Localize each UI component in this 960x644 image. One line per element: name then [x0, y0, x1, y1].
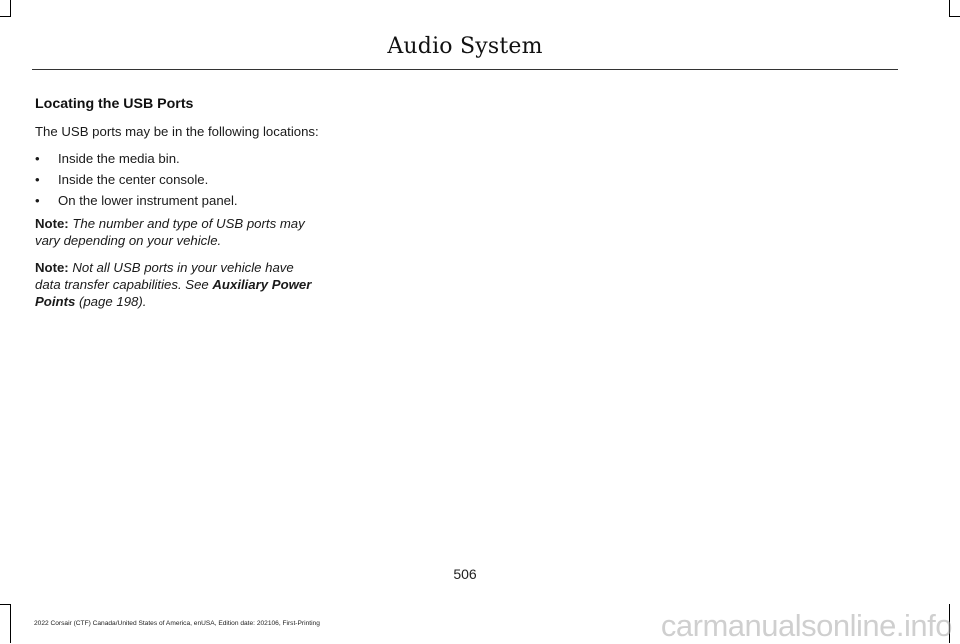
note-page-reference: (page 198). [75, 294, 147, 309]
list-item [35, 192, 320, 209]
intro-paragraph: The USB ports may be in the following locations: [35, 124, 319, 139]
note-text: The number and type of USB ports may vary depending on your vehicle. [35, 216, 305, 248]
section-heading: Locating the USB Ports [35, 96, 194, 112]
page-number: 506 [453, 566, 477, 582]
bullet-icon: • [35, 172, 40, 187]
note-label: Note: [35, 260, 69, 275]
edition-footer: 2022 Corsair (CTF) Canada/United States of America, enUSA, Edition date: 202106, First-Printing [34, 620, 320, 627]
list-item-text: Inside the media bin. [58, 151, 180, 166]
list-item-text: Inside the center console. [58, 172, 209, 187]
watermark-logo: carmanualsonline.info [660, 608, 952, 643]
note-label: Note: [35, 216, 69, 231]
main-content [35, 96, 320, 320]
list-item [35, 150, 320, 167]
crop-mark-bottom-left-vertical [10, 604, 11, 643]
list-item-text: On the lower instrument panel. [58, 193, 238, 208]
crop-mark-top-left-horizontal [0, 16, 11, 17]
bullet-icon: • [35, 151, 40, 166]
auxiliary-power-points-link[interactable]: Auxiliary Power Points [35, 277, 312, 309]
crop-mark-top-left-vertical [10, 0, 11, 16]
crop-mark-bottom-left-horizontal [0, 604, 11, 605]
location-list [35, 150, 320, 209]
page-header-title: Audio System [387, 34, 543, 59]
bullet-icon: • [35, 193, 40, 208]
crop-mark-top-right-horizontal [949, 16, 960, 17]
list-item [35, 171, 320, 188]
header-divider [32, 69, 898, 70]
note-text: Not all USB ports in your vehicle have data transfer capabilities. See [35, 260, 294, 292]
note-data-transfer [35, 259, 320, 310]
note-usb-types [35, 215, 320, 249]
crop-mark-top-right-vertical [949, 0, 950, 16]
